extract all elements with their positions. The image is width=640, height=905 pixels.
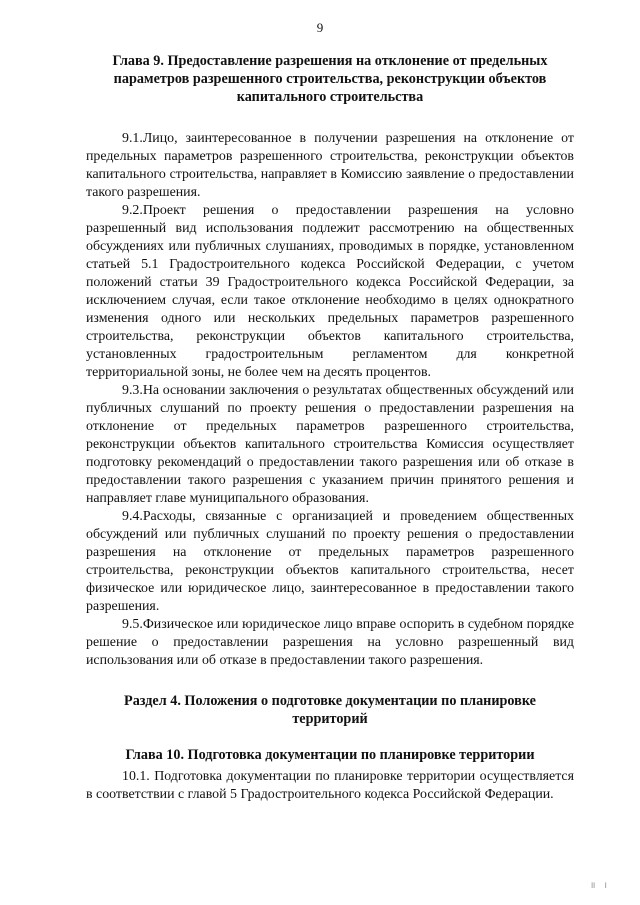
chapter-10-title: Глава 10. Подготовка документации по планировке территории: [125, 747, 535, 763]
paragraph-9-2: 9.2.Проект решения о предоставлении разрешения на условно разрешенный вид использования подлежит рассмотрению на общественных обсуждениях или публичных слушаниях, проводимых в порядке, установленном статьей 5.1 Градостроительного кодекса Российской Федерации, с учетом положений статьи 39 Градостроительного кодекса Российской Федерации, за исключением случая, если такое отклонение необходимо в целях однократного изменения одного или нескольких предельных параметров разрешенного строительства, реконструкции объектов капитального строительства, установленных градостроительным регламентом для конкретной территориальной зоны, не более чем на десять процентов.: [86, 203, 574, 380]
section-4-title: Раздел 4. Положения о подготовке документации по планировке территорий: [124, 693, 536, 727]
paragraph-9-4: 9.4.Расходы, связанные с организацией и проведением общественных обсуждений или публичных слушаний по проекту решения о предоставлении разрешения на отклонение от предельных параметров разрешенного строительства, реконструкции объектов капитального строительства, несет физическое или юридическое лицо, заинтересованное в предоставлении такого разрешения.: [86, 509, 574, 614]
page-number: 9: [316, 20, 324, 35]
corner-marks: ॥ ।: [589, 880, 610, 890]
paragraph-10-1: 10.1. Подготовка документации по планировке территории осуществляется в соответствии с главой 5 Градостроительного кодекса Российской Федерации.: [86, 769, 574, 802]
paragraph-9-5: 9.5.Физическое или юридическое лицо вправе оспорить в судебном порядке решение о предоставлении разрешения на условно разрешенный вид использования или об отказе в предоставлении такого разрешения.: [86, 617, 574, 668]
chapter-9-title: Глава 9. Предоставление разрешения на отклонение от предельных параметров разрешенного строительства, реконструкции объектов капитального строительства: [112, 53, 548, 105]
paragraph-9-3: 9.3.На основании заключения о результатах общественных обсуждений или публичных слушаний по проекту решения о предоставлении разрешения на отклонение от предельных параметров разрешенного строительства, реконструкции объектов капитального строительства Комиссия осуществляет подготовку рекомендаций о предоставлении такого разрешения или об отказе в предоставлении такого разрешения с указанием причин принятого решения и направляет главе муниципального образования.: [86, 383, 574, 506]
paragraph-9-1: 9.1.Лицо, заинтересованное в получении разрешения на отклонение от предельных параметров разрешенного строительства, реконструкции объектов капитального строительства, направляет в Комиссию заявление о предоставлении такого разрешения.: [86, 131, 574, 200]
page-content: [86, 52, 574, 804]
